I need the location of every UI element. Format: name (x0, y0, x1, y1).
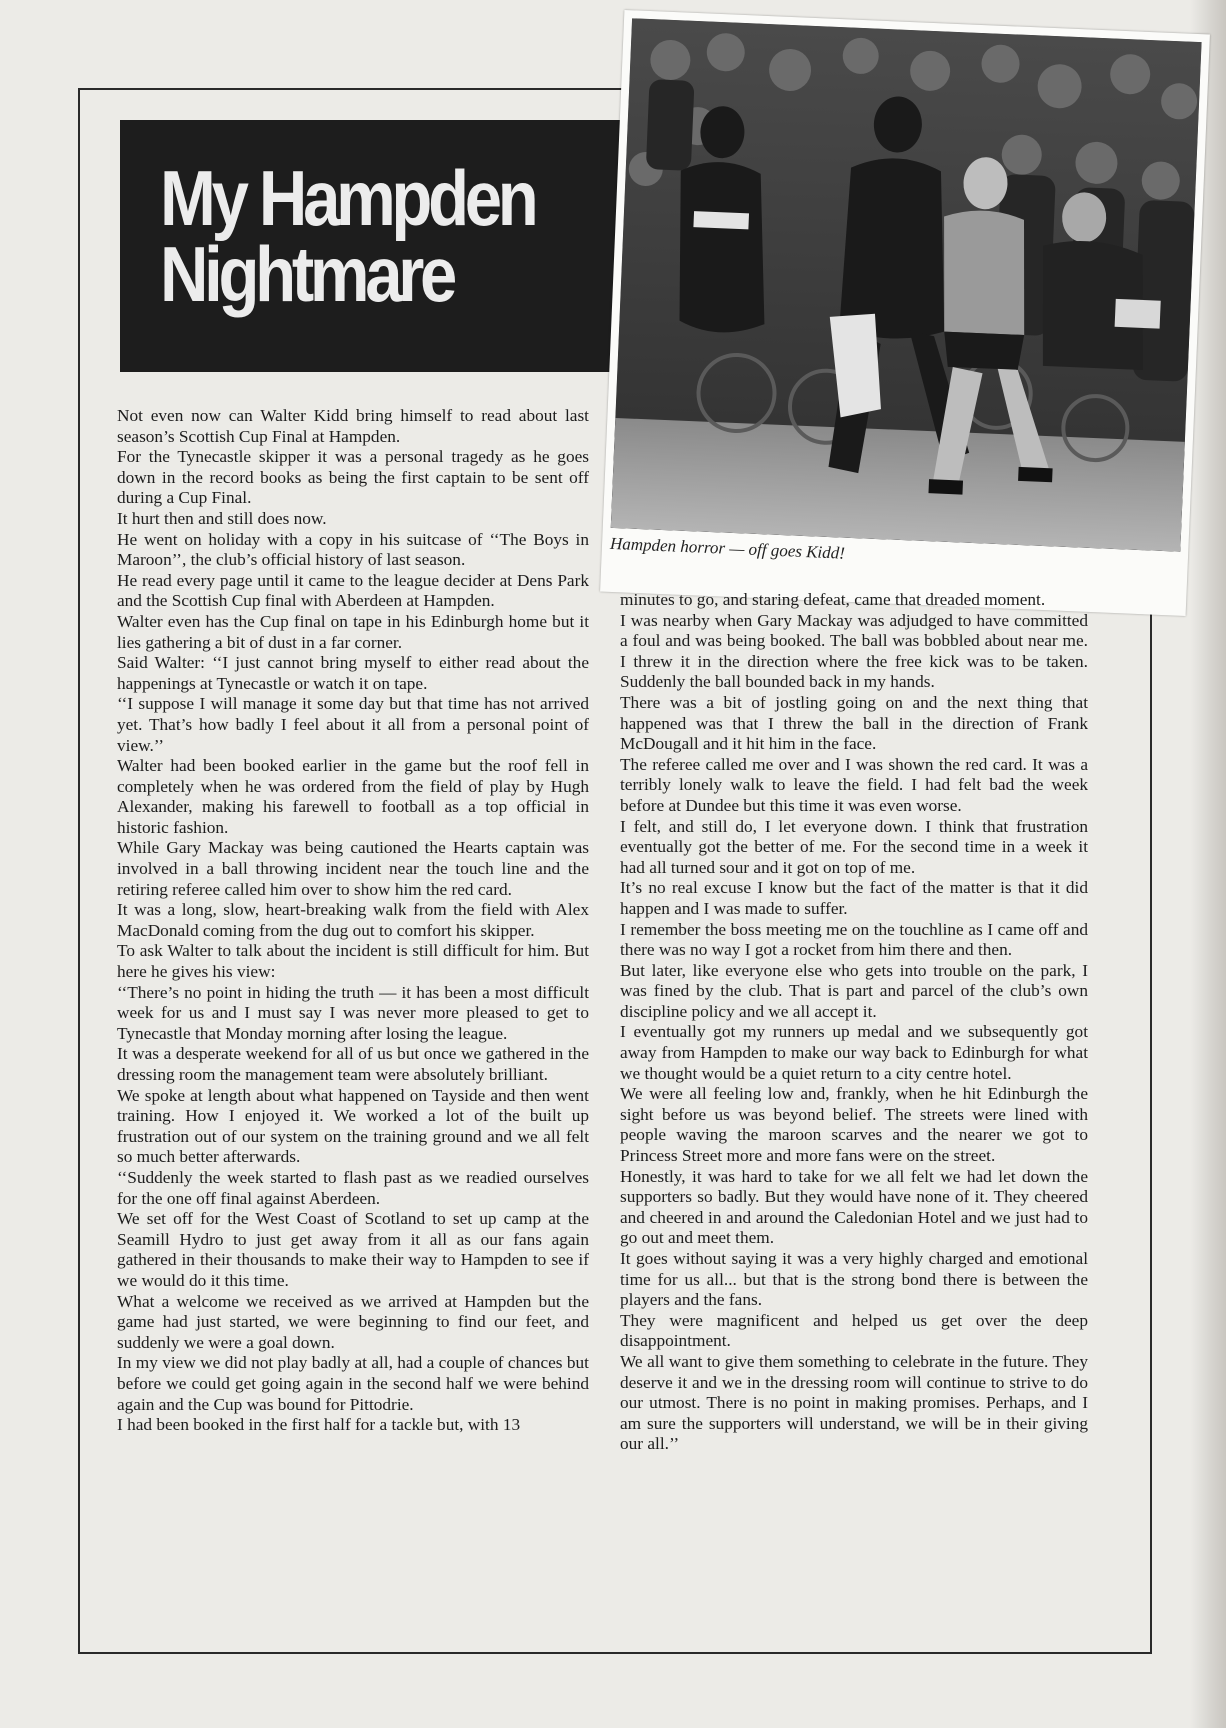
article-paragraph: Said Walter: ‘‘I just cannot bring myself to either read about the happenings at Tynecastle or watch it on tape. (117, 653, 589, 693)
article-paragraph: I was nearby when Gary Mackay was adjudged to have committed a foul and was being booked. The ball was bobbled about near me. I threw it in the direction where the free kick was to be taken. Suddenly the ball bounded back in my hands. (620, 610, 1088, 692)
article-paragraph: We were all feeling low and, frankly, when he hit Edinburgh the sight before us was beyond belief. The streets were lined with people waving the maroon scarves and the nearer we got to Princess Street more and more fans were on the street. (620, 1084, 1088, 1166)
match-photo (611, 18, 1202, 551)
article-paragraph: It’s no real excuse I know but the fact of the matter is that it did happen and I was made to suffer. (620, 878, 1088, 918)
article-paragraph: I had been booked in the first half for a tackle but, with 13 (117, 1415, 521, 1435)
article-paragraph: But later, like everyone else who gets into trouble on the park, I was fined by the club. That is part and parcel of the club’s own discipline policy and we all accept it. (620, 960, 1088, 1021)
article-paragraph: I eventually got my runners up medal and we subsequently got away from Hampden to make our way back to Edinburgh for what we thought would be a quiet return to a city centre hotel. (620, 1022, 1088, 1083)
photo-card (600, 10, 1210, 616)
article-paragraph: They were magnificent and helped us get over the deep disappointment. (620, 1310, 1088, 1351)
article-paragraph: It was a long, slow, heart-breaking walk from the field with Alex MacDonald coming from the dug out to comfort his skipper. (117, 900, 589, 940)
article-paragraph: It hurt then and still does now. (117, 508, 327, 528)
article-paragraph: ‘‘I suppose I will manage it some day but that time has not arrived yet. That’s how badly I feel about it all from a personal point of view.’’ (117, 694, 589, 755)
article-paragraph: There was a bit of jostling going on and the next thing that happened was that I threw the ball in the direction of Frank McDougall and it hit him in the face. (620, 692, 1088, 754)
article-paragraph: ‘‘Suddenly the week started to flash past as we readied ourselves for the one off final against Aberdeen. (117, 1167, 589, 1208)
article-paragraph: Honestly, it was hard to take for we all felt we had let down the supporters so badly. But they would have none of it. They cheered and cheered in and around the Caledonian Hotel and we just had to go out and meet them. (620, 1166, 1088, 1248)
article-paragraph: He went on holiday with a copy in his suitcase of ‘‘The Boys in Maroon’’, the club’s official history of last season. (117, 529, 589, 570)
headline (160, 154, 564, 318)
article-paragraph: The referee called me over and I was shown the red card. It was a terribly lonely walk to leave the field. I had felt bad the week before at Dundee but this time it was even worse. (620, 754, 1088, 815)
article-paragraph: We spoke at length about what happened on Tayside and then went training. How I enjoyed it. We worked a lot of the built up frustration out of our system on the training ground and we all felt so much better afterwards. (117, 1085, 589, 1167)
article-paragraph: While Gary Mackay was being cautioned the Hearts captain was involved in a ball throwing incident near the touch line and the retiring referee called him over to show him the red card. (117, 838, 589, 899)
article-paragraph: What a welcome we received as we arrived at Hampden but the game had just started, we were beginning to find our feet, and suddenly we were a goal down. (117, 1291, 589, 1352)
article-paragraph: To ask Walter to talk about the incident is still difficult for him. But here he gives his view: (117, 941, 589, 982)
article-paragraph: minutes to go, and staring defeat, came that dreaded moment. (620, 590, 1046, 609)
article-paragraph: We set off for the West Coast of Scotland to set up camp at the Seamill Hydro to just get away from it all as our fans again gathered in their thousands to make their way to Hampden to see if we would do it this time. (117, 1209, 589, 1290)
article-paragraph: I felt, and still do, I let everyone down. I think that frustration eventually got the better of me. For the second time in a week it had all turned sour and it got on top of me. (620, 816, 1088, 877)
headline-line-1: My Hampden (160, 154, 535, 242)
headline-line-2: Nightmare (160, 230, 454, 318)
article-right-column (620, 590, 1088, 1455)
article-paragraph: ‘‘There’s no point in hiding the truth — it has been a most difficult week for us and I must say I was never more pleased to get to Tynecastle that Monday morning after losing the league. (117, 982, 589, 1043)
photo-caption: Hampden horror — off goes Kidd! (609, 533, 846, 563)
article-paragraph: Not even now can Walter Kidd bring himself to read about last season’s Scottish Cup Final at Hampden. (117, 406, 589, 446)
article-paragraph: For the Tynecastle skipper it was a personal tragedy as he goes down in the record books as being the first captain to be sent off during a Cup Final. (117, 447, 589, 508)
article-paragraph: It goes without saying it was a very highly charged and emotional time for us all... but that is the strong bond there is between the players and the fans. (620, 1249, 1088, 1310)
article-paragraph: Walter had been booked earlier in the game but the roof fell in completely when he was ordered from the field of play by Hugh Alexander, making his farewell to football as a top official in historic fashion. (117, 756, 589, 837)
article-paragraph: In my view we did not play badly at all, had a couple of chances but before we could get going again in the second half we were behind again and the Cup was bound for Pittodrie. (117, 1353, 589, 1414)
article-paragraph: I remember the boss meeting me on the touchline as I came off and there was no way I got a rocket from him there and then. (620, 919, 1088, 960)
article-paragraph: It was a desperate weekend for all of us but once we gathered in the dressing room the management team were absolutely brilliant. (117, 1044, 589, 1084)
article-paragraph: Walter even has the Cup final on tape in his Edinburgh home but it lies gathering a bit of dust in a far corner. (117, 611, 589, 652)
article-paragraph: He read every page until it came to the league decider at Dens Park and the Scottish Cup final with Aberdeen at Hampden. (117, 570, 589, 611)
article-paragraph: We all want to give them something to celebrate in the future. They deserve it and we in the dressing room will continue to strive to do our utmost. There is no point in making promises. Perhaps, and I am sure the supporters will understand, we will be in their giving our all.’’ (620, 1351, 1088, 1454)
match-photo-illustration (611, 18, 1202, 551)
article-left-column (117, 406, 589, 1436)
